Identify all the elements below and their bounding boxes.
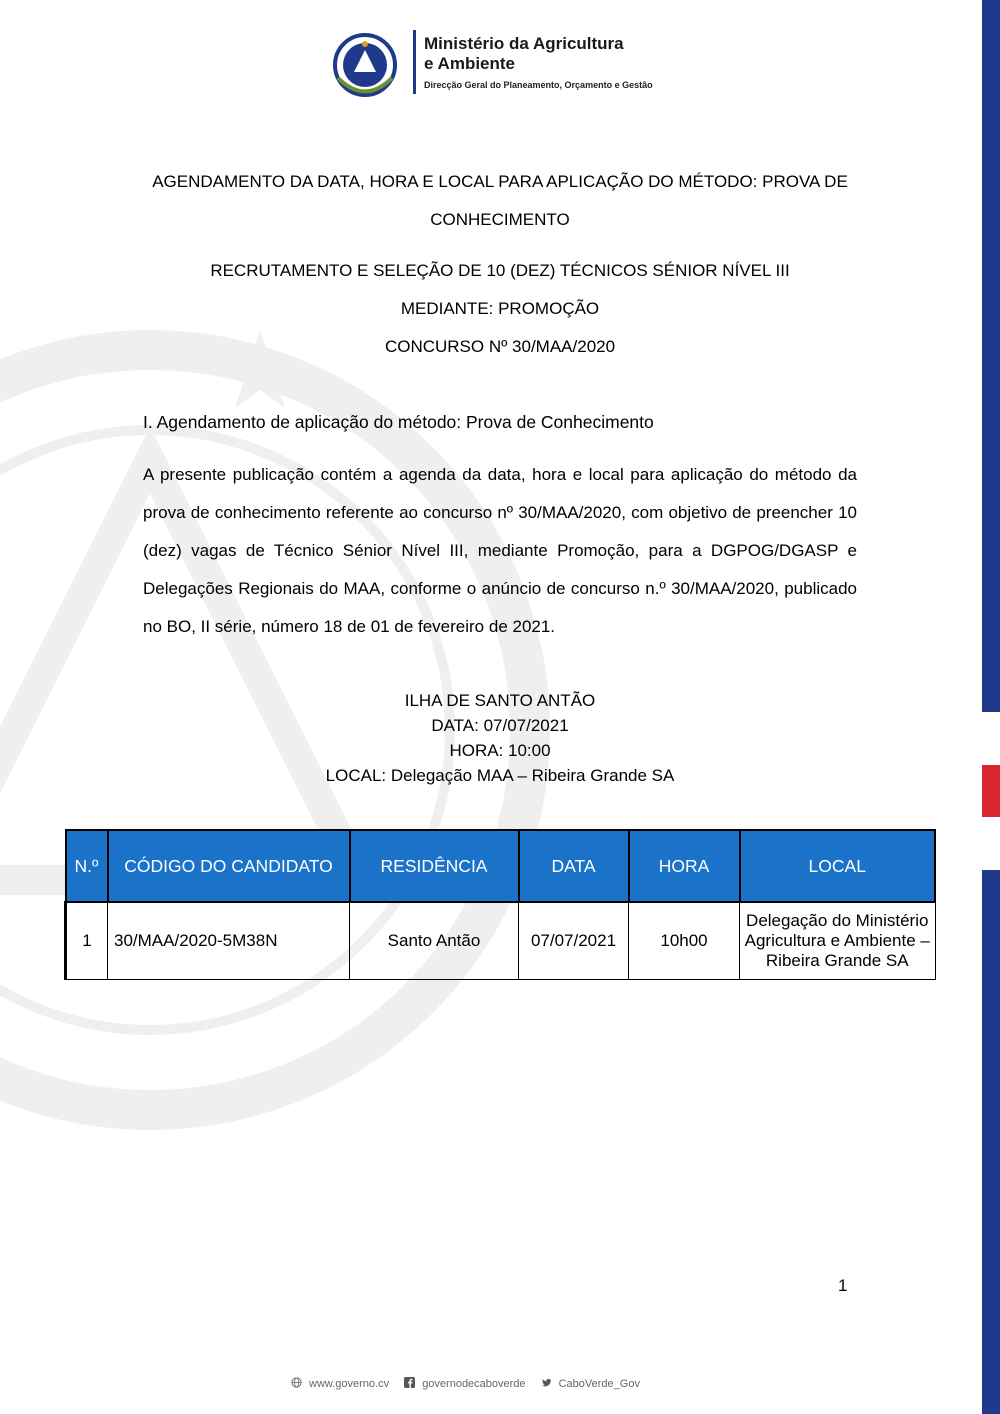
title-line-1: AGENDAMENTO DA DATA, HORA E LOCAL PARA APLICAÇÃO DO MÉTODO: PROVA DE [152, 172, 848, 191]
header-location: LOCAL [740, 830, 936, 902]
header-divider [413, 30, 416, 94]
footer [0, 1377, 935, 1390]
twitter-icon [541, 1377, 552, 1388]
schedule-island: ILHA DE SANTO ANTÃO [404, 691, 596, 710]
table-row [66, 902, 936, 980]
cell-date: 07/07/2021 [519, 902, 629, 980]
ministry-name-line1: Ministério da Agricultura [424, 34, 624, 53]
paragraph-text-3: , para [634, 541, 693, 560]
facebook-icon [404, 1377, 415, 1388]
footer-twitter[interactable] [541, 1378, 644, 1390]
paragraph-text-1: A presente publicação contém a agenda da data, hora e local para aplicação do método da prova de conhecimento referente ao concurso nº 30/MAA/2020, com objetivo de preencher [143, 465, 857, 522]
section-heading: I. Agendamento de aplicação do método: Prova de Conhecimento [143, 412, 654, 432]
paragraph-text-4: , conforme o anúncio de concurso n.º 30/MAA/2020, publicado no BO, II série, número 18 de 01 de fevereiro de 2021. [143, 579, 857, 636]
title-line-5: CONCURSO Nº 30/MAA/2020 [384, 337, 616, 356]
title-line-3: RECRUTAMENTO E SELEÇÃO DE 10 (DEZ) TÉCNICOS SÉNIOR NÍVEL III [210, 261, 790, 280]
schedule-date: DATA: 07/07/2021 [431, 716, 569, 735]
header-candidate-code: CÓDIGO DO CANDIDATO [108, 830, 350, 902]
page-number: 1 [838, 1276, 848, 1295]
footer-website-text: www.governo.cv [309, 1378, 390, 1390]
footer-facebook[interactable] [404, 1378, 532, 1390]
table-header-row [66, 830, 936, 902]
ministry-name-block [424, 34, 653, 90]
paragraph-highlight-entities: a DGPOG/DGASP e Delegações Regionais do MAA [143, 541, 857, 598]
paragraph-highlight-promotion: Promoção [557, 541, 635, 560]
side-bar-red [982, 765, 1000, 817]
globe-icon [291, 1377, 302, 1388]
header-residence: RESIDÊNCIA [350, 830, 519, 902]
candidates-table [64, 829, 936, 980]
schedule-location: LOCAL: Delegação MAA – Ribeira Grande SA [325, 766, 675, 785]
footer-twitter-text: CaboVerde_Gov [558, 1378, 640, 1390]
cell-candidate-code: 30/MAA/2020-5M38N [108, 902, 350, 980]
paragraph-text-2: vagas de Técnico Sénior Nível III, mediante [181, 541, 558, 560]
footer-facebook-text: governodecaboverde [422, 1378, 526, 1390]
ministry-emblem-logo [330, 30, 400, 100]
ministry-subtitle: Direcção Geral do Planeamento, Orçamento e Gestão [424, 80, 653, 90]
footer-website[interactable] [291, 1378, 396, 1390]
header-date: DATA [519, 830, 629, 902]
paragraph-highlight-vacancies: 10 (dez) [143, 503, 857, 560]
header-time: HORA [629, 830, 740, 902]
schedule-time: HORA: 10:00 [449, 741, 551, 760]
header-number: N.º [66, 830, 108, 902]
cell-number: 1 [66, 902, 108, 980]
cell-residence: Santo Antão [350, 902, 519, 980]
body-paragraph [143, 456, 857, 646]
cell-location: Delegação do Ministério Agricultura e Ambiente – Ribeira Grande SA [740, 902, 936, 980]
side-bar-blue-bottom [982, 870, 1000, 1414]
ministry-name-line2: e Ambiente [424, 54, 516, 73]
cell-time: 10h00 [629, 902, 740, 980]
title-line-2: CONHECIMENTO [430, 210, 570, 229]
title-line-4: MEDIANTE: PROMOÇÃO [400, 299, 600, 318]
side-bar-blue-top [982, 0, 1000, 712]
